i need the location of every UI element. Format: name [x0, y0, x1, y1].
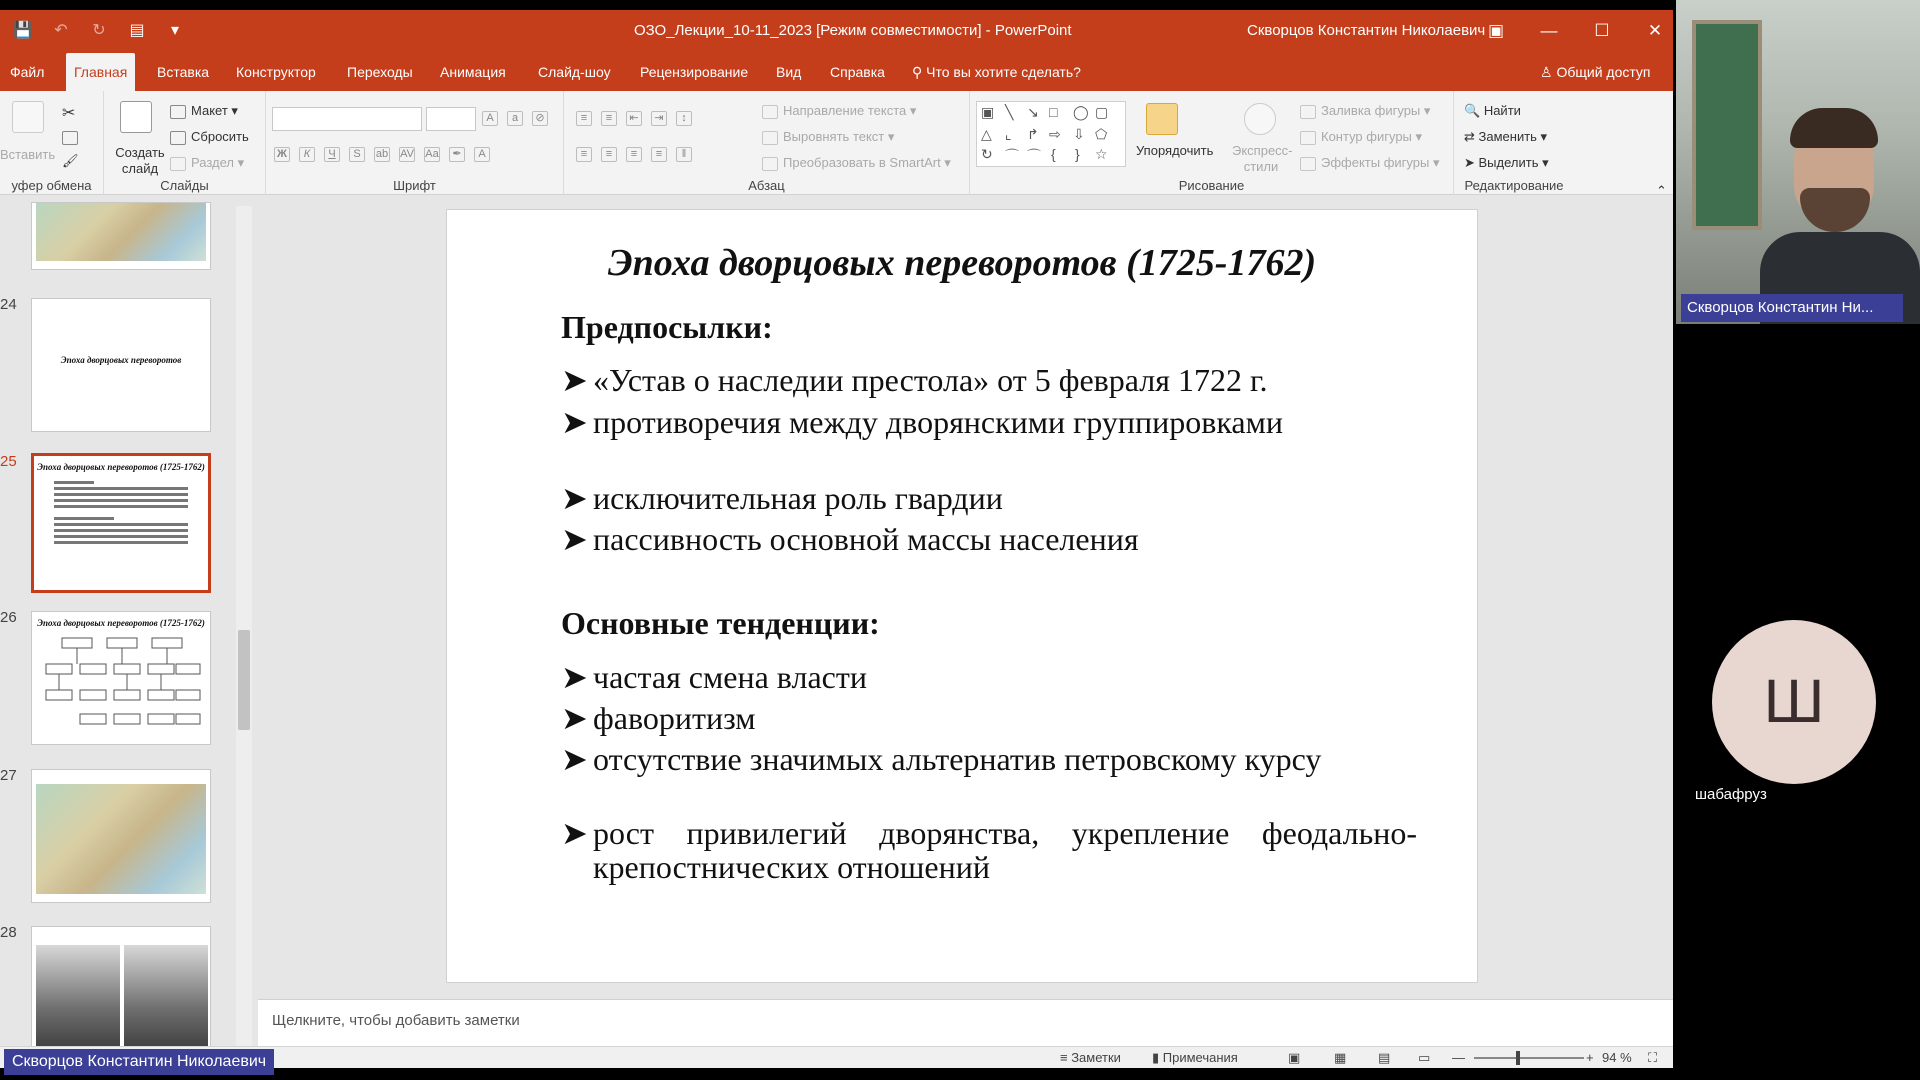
- group-label-paragraph: Абзац: [748, 178, 785, 193]
- close-button[interactable]: ✕: [1647, 21, 1663, 40]
- slide-number-28: 28: [0, 924, 17, 941]
- quick-access-toolbar: [12, 20, 186, 42]
- elbow-arrow-icon[interactable]: ↱: [1027, 126, 1039, 142]
- columns-icon[interactable]: ‖: [676, 147, 692, 162]
- select-button[interactable]: ➤ Выделить ▾: [1464, 155, 1549, 170]
- section-icon: [170, 157, 186, 171]
- slide-thumbnails-panel: [0, 196, 258, 1046]
- section-button[interactable]: Раздел ▾: [170, 155, 244, 171]
- align-center-icon[interactable]: ≡: [601, 147, 617, 162]
- triangle-shape-icon[interactable]: △: [981, 126, 992, 142]
- slide-number-24: 24: [0, 296, 17, 313]
- arrow-bullet-icon: ➤: [561, 659, 588, 695]
- highlight-icon[interactable]: ✒: [449, 147, 465, 162]
- clear-format-icon[interactable]: ⊘: [532, 111, 548, 126]
- reset-button[interactable]: Сбросить: [170, 129, 249, 145]
- zoom-slider-thumb[interactable]: [1516, 1051, 1520, 1065]
- slideshow-view-icon[interactable]: ▭: [1418, 1050, 1431, 1065]
- ribbon-home: [0, 91, 1673, 198]
- block-arrow-down-icon[interactable]: ⇩: [1073, 126, 1085, 142]
- group-label-font: Шрифт: [393, 178, 436, 193]
- tell-me-search[interactable]: ⚲ Что вы хотите сделать?: [912, 64, 1081, 80]
- tab-slideshow[interactable]: Слайд-шоу: [538, 64, 611, 80]
- group-editing: [1454, 91, 1574, 195]
- right-brace-icon[interactable]: }: [1075, 146, 1080, 162]
- shrink-font-icon[interactable]: a: [507, 111, 523, 126]
- replace-button[interactable]: ⇄ Заменить ▾: [1464, 129, 1548, 144]
- group-paragraph: [564, 91, 970, 195]
- cut-icon[interactable]: ✂: [62, 105, 76, 122]
- slide-thumbnail-27[interactable]: [31, 769, 211, 903]
- new-slide-button[interactable]: Создать слайд: [115, 145, 165, 176]
- reset-icon: [170, 131, 186, 145]
- shapes-gallery[interactable]: [976, 101, 1126, 167]
- convert-smartart-button[interactable]: Преобразовать в SmartArt ▾: [762, 155, 951, 171]
- star-shape-icon[interactable]: ☆: [1095, 146, 1108, 162]
- list-buttons: [576, 111, 692, 126]
- align-buttons: [576, 147, 692, 162]
- slide-thumbnail-23[interactable]: [31, 202, 211, 270]
- layout-button[interactable]: Макет ▾: [170, 103, 238, 119]
- ribbon-tabs: [0, 53, 1673, 91]
- slide-number-27: 27: [0, 767, 17, 784]
- slide-canvas[interactable]: [446, 209, 1478, 983]
- arrow-bullet-icon: ➤: [561, 362, 588, 398]
- presenter-name-tag: Скворцов Константин Николаевич: [4, 1049, 274, 1075]
- group-drawing: [970, 91, 1454, 195]
- participant-name: шабафруз: [1695, 786, 1767, 803]
- grow-font-icon[interactable]: A: [482, 111, 498, 126]
- notes-placeholder: Щелкните, чтобы добавить заметки: [272, 1012, 520, 1029]
- smartart-icon: [762, 157, 778, 171]
- notes-toggle-button[interactable]: ≡ Заметки: [1060, 1050, 1121, 1065]
- tab-animations[interactable]: Анимация: [440, 64, 506, 80]
- increase-indent-icon[interactable]: ⇥: [651, 111, 667, 126]
- slide-number-25: 25: [0, 453, 17, 470]
- tab-file[interactable]: Файл: [10, 64, 45, 80]
- tab-transitions[interactable]: Переходы: [347, 64, 413, 80]
- group-label-drawing: Рисование: [1178, 178, 1245, 193]
- slide-sorter-icon[interactable]: ▦: [1334, 1050, 1347, 1065]
- tab-design[interactable]: Конструктор: [236, 64, 316, 80]
- engraving-image-left: [36, 945, 120, 1051]
- group-slides: [104, 91, 266, 195]
- shape-fill-button[interactable]: Заливка фигуры ▾: [1300, 103, 1430, 119]
- rotate-arrow-icon[interactable]: ↻: [981, 146, 993, 162]
- bullet-item[interactable]: ➤ исключительная роль гвардии: [561, 480, 1003, 516]
- new-slide-icon: [120, 101, 152, 133]
- elbow-connector-icon[interactable]: ⌞: [1005, 126, 1012, 142]
- scrollbar-thumb[interactable]: [238, 630, 250, 730]
- cursor-icon: ➤: [1464, 155, 1479, 170]
- bold-icon[interactable]: Ж: [274, 147, 290, 162]
- line-spacing-icon[interactable]: ↕: [676, 111, 692, 126]
- save-icon[interactable]: 💾: [13, 22, 33, 39]
- curve-shape-icon[interactable]: ⌒: [1005, 148, 1019, 164]
- search-icon: 🔍: [1464, 103, 1484, 118]
- notes-icon: ≡: [1060, 1050, 1072, 1065]
- title-bar: [0, 10, 1673, 53]
- pen-icon: [1300, 131, 1316, 145]
- font-style-buttons: [274, 147, 490, 162]
- notes-pane[interactable]: [258, 999, 1673, 1046]
- arc-shape-icon[interactable]: ⌒: [1027, 148, 1041, 164]
- numbering-icon[interactable]: ≡: [601, 111, 617, 126]
- normal-view-icon[interactable]: ▣: [1288, 1050, 1301, 1065]
- slide-thumbnail-26[interactable]: [31, 611, 211, 745]
- text-direction-button[interactable]: Направление текста ▾: [762, 103, 916, 119]
- find-button[interactable]: 🔍 Найти: [1464, 103, 1521, 118]
- redo-icon[interactable]: ↻: [92, 22, 106, 39]
- thumbnail-title: Эпоха дворцовых переворотов: [60, 355, 182, 365]
- rectangle-shape-icon[interactable]: □: [1049, 104, 1058, 120]
- italic-icon[interactable]: К: [299, 147, 315, 162]
- tab-insert[interactable]: Вставка: [157, 64, 210, 80]
- thumbnails-scrollbar[interactable]: [236, 206, 252, 1050]
- strikethrough-icon[interactable]: ab: [375, 148, 389, 160]
- bullet-item[interactable]: ➤ фаворитизм: [561, 700, 756, 736]
- zoom-slider[interactable]: [1474, 1057, 1584, 1059]
- arrange-icon: [1146, 103, 1178, 135]
- justify-icon[interactable]: ≡: [651, 147, 667, 162]
- signed-in-user[interactable]: Скворцов Константин Николаевич: [1247, 22, 1486, 39]
- freeform-shape-icon[interactable]: ⬠: [1095, 126, 1108, 142]
- align-text-button[interactable]: Выровнять текст ▾: [762, 129, 894, 145]
- quick-styles-icon: [1244, 103, 1276, 135]
- heading-main-trends[interactable]: Основные тенденции:: [561, 605, 880, 641]
- speaker-name-tag: Скворцов Константин Ни...: [1681, 294, 1903, 322]
- thumbnail-title: Эпоха дворцовых переворотов (1725-1762): [37, 618, 205, 628]
- speaker-video[interactable]: [1676, 0, 1920, 324]
- slide-thumbnail-28[interactable]: [31, 926, 211, 1060]
- arrow-bullet-icon: ➤: [561, 404, 588, 440]
- shape-effects-button[interactable]: Эффекты фигуры ▾: [1300, 155, 1439, 171]
- bullets-icon[interactable]: ≡: [576, 111, 592, 126]
- slide-title[interactable]: Эпоха дворцовых переворотов (1725-1762): [607, 242, 1317, 284]
- group-label-editing: Редактирование: [1464, 178, 1564, 193]
- slide-thumbnail-25-selected[interactable]: [31, 453, 211, 593]
- collapse-ribbon-icon[interactable]: ⌃: [1656, 183, 1667, 198]
- paste-icon: [12, 101, 44, 133]
- rounded-rect-shape-icon[interactable]: ▢: [1095, 104, 1109, 120]
- group-label-slides: Слайды: [160, 178, 209, 193]
- align-right-icon[interactable]: ≡: [626, 147, 642, 162]
- left-brace-icon[interactable]: {: [1051, 146, 1056, 162]
- replace-icon: ⇄: [1464, 129, 1479, 144]
- align-left-icon[interactable]: ≡: [576, 147, 592, 162]
- bullet-item[interactable]: ➤ противоречия между дворянскими группировками: [561, 404, 1283, 440]
- shape-outline-button[interactable]: Контур фигуры ▾: [1300, 129, 1422, 145]
- copy-icon[interactable]: [62, 129, 83, 145]
- fit-slide-icon[interactable]: ⛶: [1648, 1050, 1658, 1065]
- tab-view[interactable]: Вид: [776, 64, 802, 80]
- change-case-icon[interactable]: Aa: [425, 148, 439, 160]
- map-image: [36, 784, 206, 894]
- arrow-bullet-icon: ➤: [561, 741, 588, 777]
- slide-number-26: 26: [0, 609, 17, 626]
- font-color-icon[interactable]: A: [474, 147, 490, 162]
- org-chart-image: [42, 634, 202, 738]
- arrow-line-shape-icon[interactable]: ↘: [1027, 104, 1039, 120]
- comments-toggle-button[interactable]: ▮ Примечания: [1152, 1050, 1238, 1065]
- decrease-indent-icon[interactable]: ⇤: [626, 111, 642, 126]
- zoom-level[interactable]: 94 %: [1602, 1050, 1632, 1065]
- heading-prerequisites[interactable]: Предпосылки:: [561, 309, 773, 345]
- bullet-item[interactable]: ➤ частая смена власти: [561, 659, 867, 695]
- quick-styles-button[interactable]: Экспресс-стили: [1232, 143, 1293, 174]
- comment-icon: ▮: [1152, 1050, 1163, 1065]
- arrow-bullet-icon: ➤: [561, 521, 588, 557]
- arrow-bullet-icon: ➤: [561, 815, 588, 851]
- effects-icon: [1300, 157, 1316, 171]
- paste-button[interactable]: Вставить: [0, 147, 56, 162]
- block-arrow-right-icon[interactable]: ⇨: [1049, 126, 1061, 142]
- thumbnail-text-lines: [34, 478, 208, 544]
- maximize-button[interactable]: ☐: [1594, 21, 1610, 40]
- zoom-in-icon[interactable]: +: [1586, 1050, 1594, 1065]
- group-clipboard: [0, 91, 104, 195]
- arrange-button[interactable]: Упорядочить: [1136, 143, 1214, 158]
- person-icon: ♙: [1540, 64, 1557, 80]
- font-size-combo[interactable]: [426, 107, 476, 131]
- format-painter-icon[interactable]: 🖌: [62, 153, 79, 168]
- ribbon-display-options-icon[interactable]: ▣: [1487, 21, 1505, 40]
- minimize-button[interactable]: —: [1540, 21, 1558, 40]
- bullet-item[interactable]: ➤ пассивность основной массы населения: [561, 521, 1139, 557]
- arrow-bullet-icon: ➤: [561, 700, 588, 736]
- text-direction-icon: [762, 105, 778, 119]
- chalkboard: [1692, 20, 1762, 230]
- customize-qat-icon[interactable]: ▾: [170, 22, 180, 39]
- align-text-icon: [762, 131, 778, 145]
- reading-view-icon[interactable]: ▤: [1378, 1050, 1391, 1065]
- bullet-item[interactable]: ➤ рост привилегий дворянства, укрепление феодально-крепостнических отношений: [561, 815, 1417, 885]
- map-image: [36, 203, 206, 261]
- bullet-item[interactable]: ➤ отсутствие значимых альтернатив петровскому курсу: [561, 741, 1322, 777]
- speaker-hair: [1790, 108, 1878, 148]
- participant-avatar[interactable]: Ш: [1712, 620, 1876, 784]
- char-spacing-icon[interactable]: AV: [400, 148, 414, 160]
- undo-icon[interactable]: ↶: [54, 22, 68, 39]
- group-font: [266, 91, 564, 195]
- textbox-shape-icon[interactable]: ▣: [981, 104, 995, 120]
- bullet-item[interactable]: ➤ «Устав о наследии престола» от 5 февраля 1722 г.: [561, 362, 1268, 398]
- lightbulb-icon: ⚲: [912, 64, 927, 80]
- thumbnail-title: Эпоха дворцовых переворотов (1725-1762): [37, 462, 205, 472]
- tab-review[interactable]: Рецензирование: [640, 64, 749, 80]
- zoom-out-icon[interactable]: —: [1452, 1050, 1465, 1065]
- paint-bucket-icon: [1300, 105, 1316, 119]
- share-button[interactable]: ♙ Общий доступ: [1540, 64, 1651, 80]
- arrow-bullet-icon: ➤: [561, 480, 588, 516]
- shadow-icon[interactable]: S: [349, 147, 365, 162]
- font-name-combo[interactable]: [272, 107, 422, 131]
- engraving-image-right: [124, 945, 208, 1051]
- window-title: ОЗО_Лекции_10-11_2023 [Режим совместимости] - PowerPoint: [634, 22, 1072, 39]
- powerpoint-window: [0, 10, 1673, 1068]
- group-label-clipboard: уфер обмена: [11, 178, 92, 193]
- tab-help[interactable]: Справка: [830, 64, 885, 80]
- line-shape-icon[interactable]: ╲: [1005, 104, 1014, 120]
- layout-icon: [170, 105, 186, 119]
- speaker-beard: [1800, 188, 1870, 232]
- underline-icon[interactable]: Ч: [324, 147, 340, 162]
- font-size-buttons: [482, 111, 548, 126]
- tab-home[interactable]: Главная: [66, 53, 135, 91]
- slide-thumbnail-24[interactable]: [31, 298, 211, 432]
- oval-shape-icon[interactable]: ◯: [1073, 104, 1089, 120]
- start-slideshow-icon[interactable]: ▤: [129, 22, 145, 39]
